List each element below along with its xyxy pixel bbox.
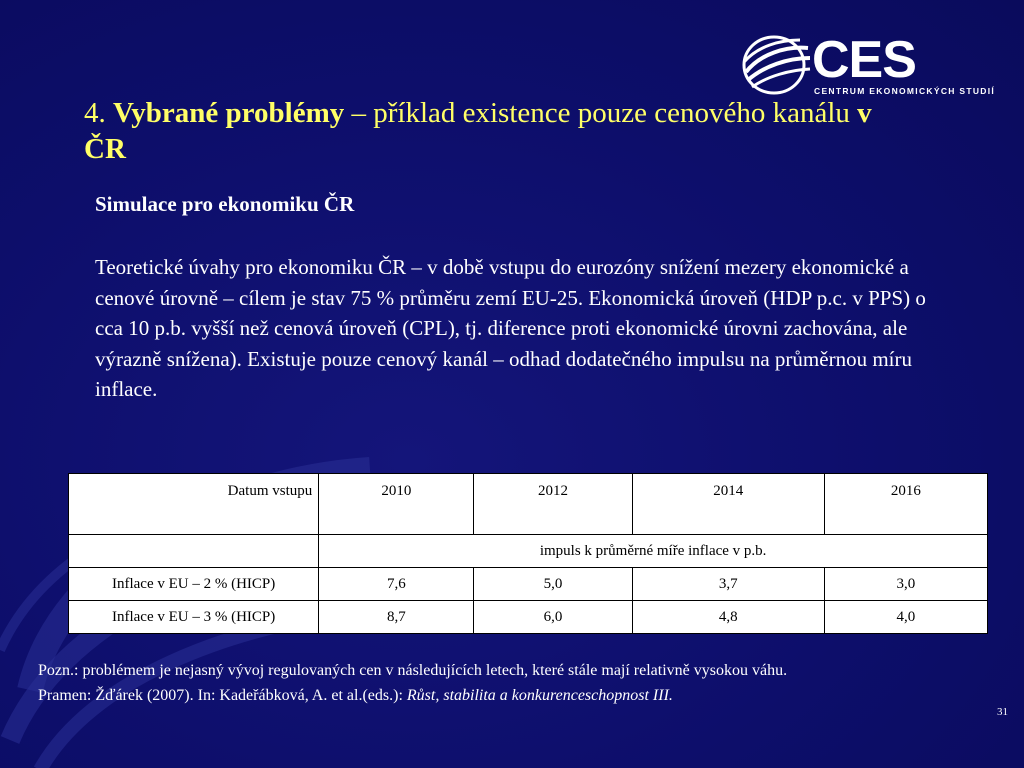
value-cell: 3,0 bbox=[824, 568, 987, 601]
value-cell: 5,0 bbox=[474, 568, 632, 601]
row-label-cell: Inflace v EU – 2 % (HICP) bbox=[69, 568, 319, 601]
title-bold: Vybrané problémy bbox=[113, 97, 345, 129]
header-label-cell: Datum vstupu bbox=[69, 474, 319, 535]
table-header-row bbox=[69, 474, 988, 535]
value-cell: 4,0 bbox=[824, 601, 987, 634]
year-cell: 2010 bbox=[319, 474, 474, 535]
inflation-impulse-table bbox=[68, 473, 988, 634]
year-cell: 2012 bbox=[474, 474, 632, 535]
page-number: 31 bbox=[997, 706, 1008, 718]
value-cell: 7,6 bbox=[319, 568, 474, 601]
year-cell: 2016 bbox=[824, 474, 987, 535]
footnote-remark: Pozn.: problémem je nejasný vývoj regulovaných cen v následujících letech, které stále mají relativně vysokou váhu. bbox=[38, 662, 788, 679]
logo-abbreviation: CES bbox=[812, 31, 916, 89]
body-paragraph: Teoretické úvahy pro ekonomiku ČR – v době vstupu do eurozóny snížení mezery ekonomické a cenové úrovně – cílem je stav 75 % průměru zemí EU-25. Ekonomická úroveň (HDP p.c. v PPS) o cca 10 p.b. vyšší než cenová úroveň (CPL), tj. diference proti ekonomické úrovni zachována, ale výrazně snížena). Existuje pouze cenový kanál – odhad dodatečného impulsu na průměrnou míru inflace. bbox=[95, 255, 926, 401]
slide-title bbox=[84, 95, 904, 167]
value-cell: 6,0 bbox=[474, 601, 632, 634]
logo-full-name: CENTRUM EKONOMICKÝCH STUDIÍ bbox=[814, 86, 996, 96]
value-cell: 8,7 bbox=[319, 601, 474, 634]
globe-logo-icon bbox=[740, 32, 812, 98]
year-cell: 2014 bbox=[632, 474, 824, 535]
slide-subtitle: Simulace pro ekonomiku ČR bbox=[95, 192, 355, 216]
title-bold-end: v ČR bbox=[84, 97, 872, 165]
empty-cell bbox=[69, 535, 319, 568]
footnote-source bbox=[38, 683, 1008, 708]
source-prefix: Pramen: Žďárek (2007). In: Kadeřábková, A. et al.(eds.): bbox=[38, 687, 407, 704]
value-cell: 3,7 bbox=[632, 568, 824, 601]
footnote bbox=[38, 658, 1008, 708]
unit-note-cell: impuls k průměrné míře inflace v p.b. bbox=[319, 535, 988, 568]
source-title: Růst, stabilita a konkurenceschopnost III. bbox=[406, 687, 673, 704]
table-row bbox=[69, 601, 988, 634]
title-rest: – příklad existence pouze cenového kanálu bbox=[351, 97, 850, 129]
title-number: 4. bbox=[84, 97, 106, 129]
table-unit-row bbox=[69, 535, 988, 568]
value-cell: 4,8 bbox=[632, 601, 824, 634]
table-row bbox=[69, 568, 988, 601]
row-label-cell: Inflace v EU – 3 % (HICP) bbox=[69, 601, 319, 634]
